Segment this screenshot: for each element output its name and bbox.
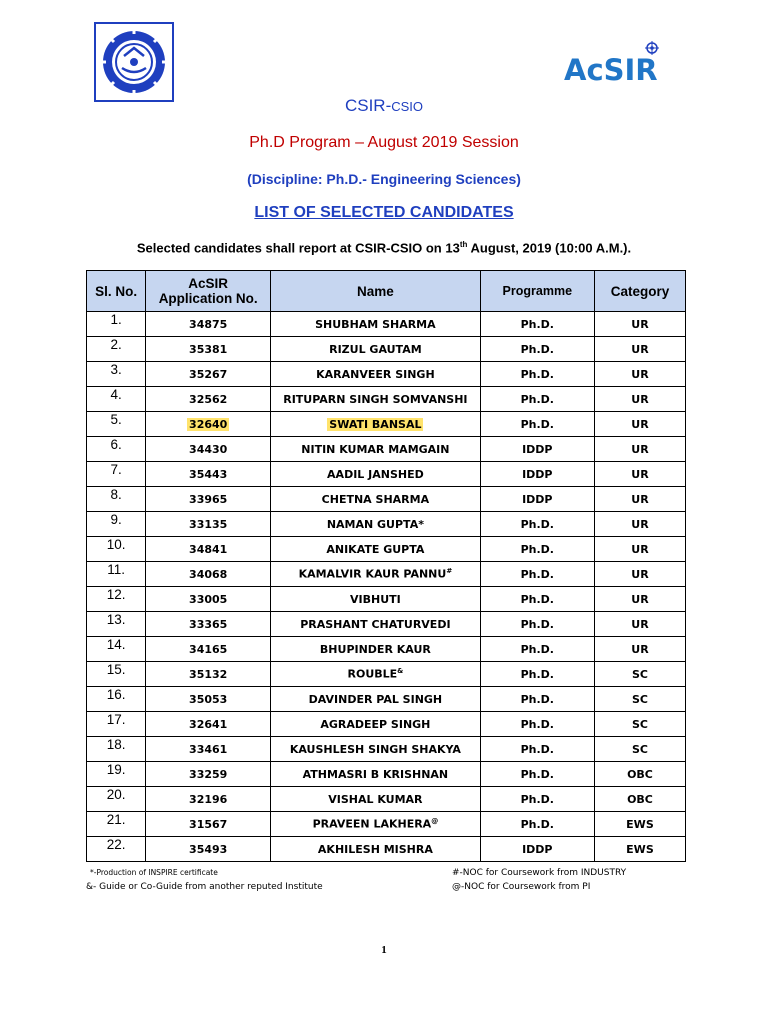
footnote-inspire: *-Production of INSPIRE certificate <box>90 868 218 877</box>
application-number-cell: 33005 <box>146 587 271 612</box>
programme-cell: IDDP <box>480 462 594 487</box>
table-row <box>87 737 686 762</box>
name-cell: KAUSHLESH SINGH SHAKYA <box>271 737 481 762</box>
serial-number-cell: 21. <box>87 812 146 837</box>
table-row <box>87 362 686 387</box>
table-row <box>87 437 686 462</box>
name-cell: VISHAL KUMAR <box>271 787 481 812</box>
category-cell: UR <box>594 362 685 387</box>
category-cell: UR <box>594 387 685 412</box>
acsir-logo <box>562 40 686 86</box>
application-number-cell: 34165 <box>146 637 271 662</box>
table-row <box>87 787 686 812</box>
name-cell: DAVINDER PAL SINGH <box>271 687 481 712</box>
candidates-table <box>86 270 686 862</box>
serial-number-cell: 13. <box>87 612 146 637</box>
serial-number-cell: 2. <box>87 337 146 362</box>
programme-cell: Ph.D. <box>480 712 594 737</box>
serial-number-cell: 6. <box>87 437 146 462</box>
table-row <box>87 837 686 862</box>
footnote-guide: &- Guide or Co-Guide from another reputed Institute <box>86 882 323 892</box>
category-cell: OBC <box>594 762 685 787</box>
category-cell: EWS <box>594 812 685 837</box>
category-cell: UR <box>594 562 685 587</box>
category-cell: UR <box>594 537 685 562</box>
name-cell: SWATI BANSAL <box>271 412 481 437</box>
application-number-cell: 35267 <box>146 362 271 387</box>
category-cell: SC <box>594 687 685 712</box>
name-cell: PRAVEEN LAKHERA@ <box>271 812 481 837</box>
category-cell: UR <box>594 412 685 437</box>
header-application-no: AcSIR Application No. <box>146 271 271 312</box>
application-number-cell: 32562 <box>146 387 271 412</box>
name-cell: AGRADEEP SINGH <box>271 712 481 737</box>
programme-cell: Ph.D. <box>480 512 594 537</box>
table-row <box>87 587 686 612</box>
programme-cell: Ph.D. <box>480 412 594 437</box>
application-number-cell: 32196 <box>146 787 271 812</box>
application-number-cell: 33965 <box>146 487 271 512</box>
category-cell: UR <box>594 337 685 362</box>
application-number-cell: 34841 <box>146 537 271 562</box>
serial-number-cell: 8. <box>87 487 146 512</box>
serial-number-cell: 5. <box>87 412 146 437</box>
table-row <box>87 512 686 537</box>
category-cell: SC <box>594 737 685 762</box>
programme-cell: Ph.D. <box>480 312 594 337</box>
programme-cell: Ph.D. <box>480 762 594 787</box>
application-number-cell: 35493 <box>146 837 271 862</box>
header-category: Category <box>594 271 685 312</box>
table-row <box>87 812 686 837</box>
table-row <box>87 762 686 787</box>
application-number-cell: 33135 <box>146 512 271 537</box>
serial-number-cell: 4. <box>87 387 146 412</box>
programme-cell: Ph.D. <box>480 537 594 562</box>
application-number-cell: 33365 <box>146 612 271 637</box>
category-cell: EWS <box>594 837 685 862</box>
name-cell: ANIKATE GUPTA <box>271 537 481 562</box>
header-name: Name <box>271 271 481 312</box>
application-number-cell: 32641 <box>146 712 271 737</box>
name-cell: CHETNA SHARMA <box>271 487 481 512</box>
footnote-mark: @ <box>431 817 439 826</box>
programme-cell: Ph.D. <box>480 612 594 637</box>
organization-title: CSIR-CSIO <box>344 96 424 115</box>
table-row <box>87 462 686 487</box>
footnote-noc-industry: #-NOC for Coursework from INDUSTRY <box>452 868 627 878</box>
serial-number-cell: 19. <box>87 762 146 787</box>
programme-cell: Ph.D. <box>480 362 594 387</box>
application-number-cell: 34430 <box>146 437 271 462</box>
table-row <box>87 637 686 662</box>
serial-number-cell: 1. <box>87 312 146 337</box>
serial-number-cell: 7. <box>87 462 146 487</box>
category-cell: SC <box>594 712 685 737</box>
programme-cell: IDDP <box>480 837 594 862</box>
application-number-cell: 31567 <box>146 812 271 837</box>
page-number: 1 <box>381 944 387 956</box>
programme-cell: Ph.D. <box>480 387 594 412</box>
table-row <box>87 612 686 637</box>
application-number-cell: 33461 <box>146 737 271 762</box>
program-title: Ph.D Program – August 2019 Session <box>249 134 519 151</box>
report-instruction: Selected candidates shall report at CSIR-CSIO on 13th August, 2019 (10:00 A.M.). <box>136 240 632 256</box>
serial-number-cell: 15. <box>87 662 146 687</box>
serial-number-cell: 14. <box>87 637 146 662</box>
table-row <box>87 687 686 712</box>
serial-number-cell: 20. <box>87 787 146 812</box>
programme-cell: IDDP <box>480 437 594 462</box>
application-number-cell: 35053 <box>146 687 271 712</box>
table-row <box>87 412 686 437</box>
category-cell: UR <box>594 512 685 537</box>
programme-cell: Ph.D. <box>480 637 594 662</box>
header-sl-no: Sl. No. <box>87 271 146 312</box>
table-header-row <box>87 271 686 312</box>
category-cell: OBC <box>594 787 685 812</box>
list-title: LIST OF SELECTED CANDIDATES <box>254 204 514 221</box>
category-cell: UR <box>594 637 685 662</box>
programme-cell: IDDP <box>480 487 594 512</box>
application-number-cell: 35132 <box>146 662 271 687</box>
category-cell: UR <box>594 612 685 637</box>
table-row <box>87 562 686 587</box>
name-cell: BHUPINDER KAUR <box>271 637 481 662</box>
name-cell: VIBHUTI <box>271 587 481 612</box>
serial-number-cell: 17. <box>87 712 146 737</box>
name-cell: ATHMASRI B KRISHNAN <box>271 762 481 787</box>
application-number-cell: 35443 <box>146 462 271 487</box>
programme-cell: Ph.D. <box>480 787 594 812</box>
programme-cell: Ph.D. <box>480 662 594 687</box>
category-cell: UR <box>594 587 685 612</box>
programme-cell: Ph.D. <box>480 737 594 762</box>
header-programme: Programme <box>480 271 594 312</box>
name-cell: NITIN KUMAR MAMGAIN <box>271 437 481 462</box>
name-cell: ROUBLE& <box>271 662 481 687</box>
programme-cell: Ph.D. <box>480 562 594 587</box>
name-cell: KARANVEER SINGH <box>271 362 481 387</box>
serial-number-cell: 22. <box>87 837 146 862</box>
table-row <box>87 712 686 737</box>
serial-number-cell: 3. <box>87 362 146 387</box>
application-number-cell: 33259 <box>146 762 271 787</box>
name-cell: PRASHANT CHATURVEDI <box>271 612 481 637</box>
serial-number-cell: 12. <box>87 587 146 612</box>
programme-cell: Ph.D. <box>480 812 594 837</box>
csir-logo <box>94 22 174 102</box>
name-cell: RIZUL GAUTAM <box>271 337 481 362</box>
name-cell: KAMALVIR KAUR PANNU# <box>271 562 481 587</box>
table-row <box>87 312 686 337</box>
serial-number-cell: 16. <box>87 687 146 712</box>
category-cell: UR <box>594 312 685 337</box>
footnote-mark: & <box>397 667 404 676</box>
programme-cell: Ph.D. <box>480 337 594 362</box>
name-cell: AKHILESH MISHRA <box>271 837 481 862</box>
table-row <box>87 487 686 512</box>
programme-cell: Ph.D. <box>480 587 594 612</box>
footnote-noc-pi: @-NOC for Coursework from PI <box>452 882 591 892</box>
name-cell: RITUPARN SINGH SOMVANSHI <box>271 387 481 412</box>
serial-number-cell: 9. <box>87 512 146 537</box>
name-cell: SHUBHAM SHARMA <box>271 312 481 337</box>
application-number-cell: 34875 <box>146 312 271 337</box>
application-number-cell: 35381 <box>146 337 271 362</box>
table-row <box>87 337 686 362</box>
acsir-logo-text: AcSIR <box>564 53 658 86</box>
table-row <box>87 662 686 687</box>
serial-number-cell: 10. <box>87 537 146 562</box>
name-cell: AADIL JANSHED <box>271 462 481 487</box>
footnote-mark: # <box>446 567 453 576</box>
table-row <box>87 387 686 412</box>
category-cell: UR <box>594 437 685 462</box>
name-cell: NAMAN GUPTA* <box>271 512 481 537</box>
category-cell: SC <box>594 662 685 687</box>
application-number-cell: 34068 <box>146 562 271 587</box>
serial-number-cell: 18. <box>87 737 146 762</box>
category-cell: UR <box>594 487 685 512</box>
serial-number-cell: 11. <box>87 562 146 587</box>
category-cell: UR <box>594 462 685 487</box>
application-number-cell: 32640 <box>146 412 271 437</box>
table-row <box>87 537 686 562</box>
discipline-title: (Discipline: Ph.D.- Engineering Sciences) <box>247 171 521 187</box>
programme-cell: Ph.D. <box>480 687 594 712</box>
